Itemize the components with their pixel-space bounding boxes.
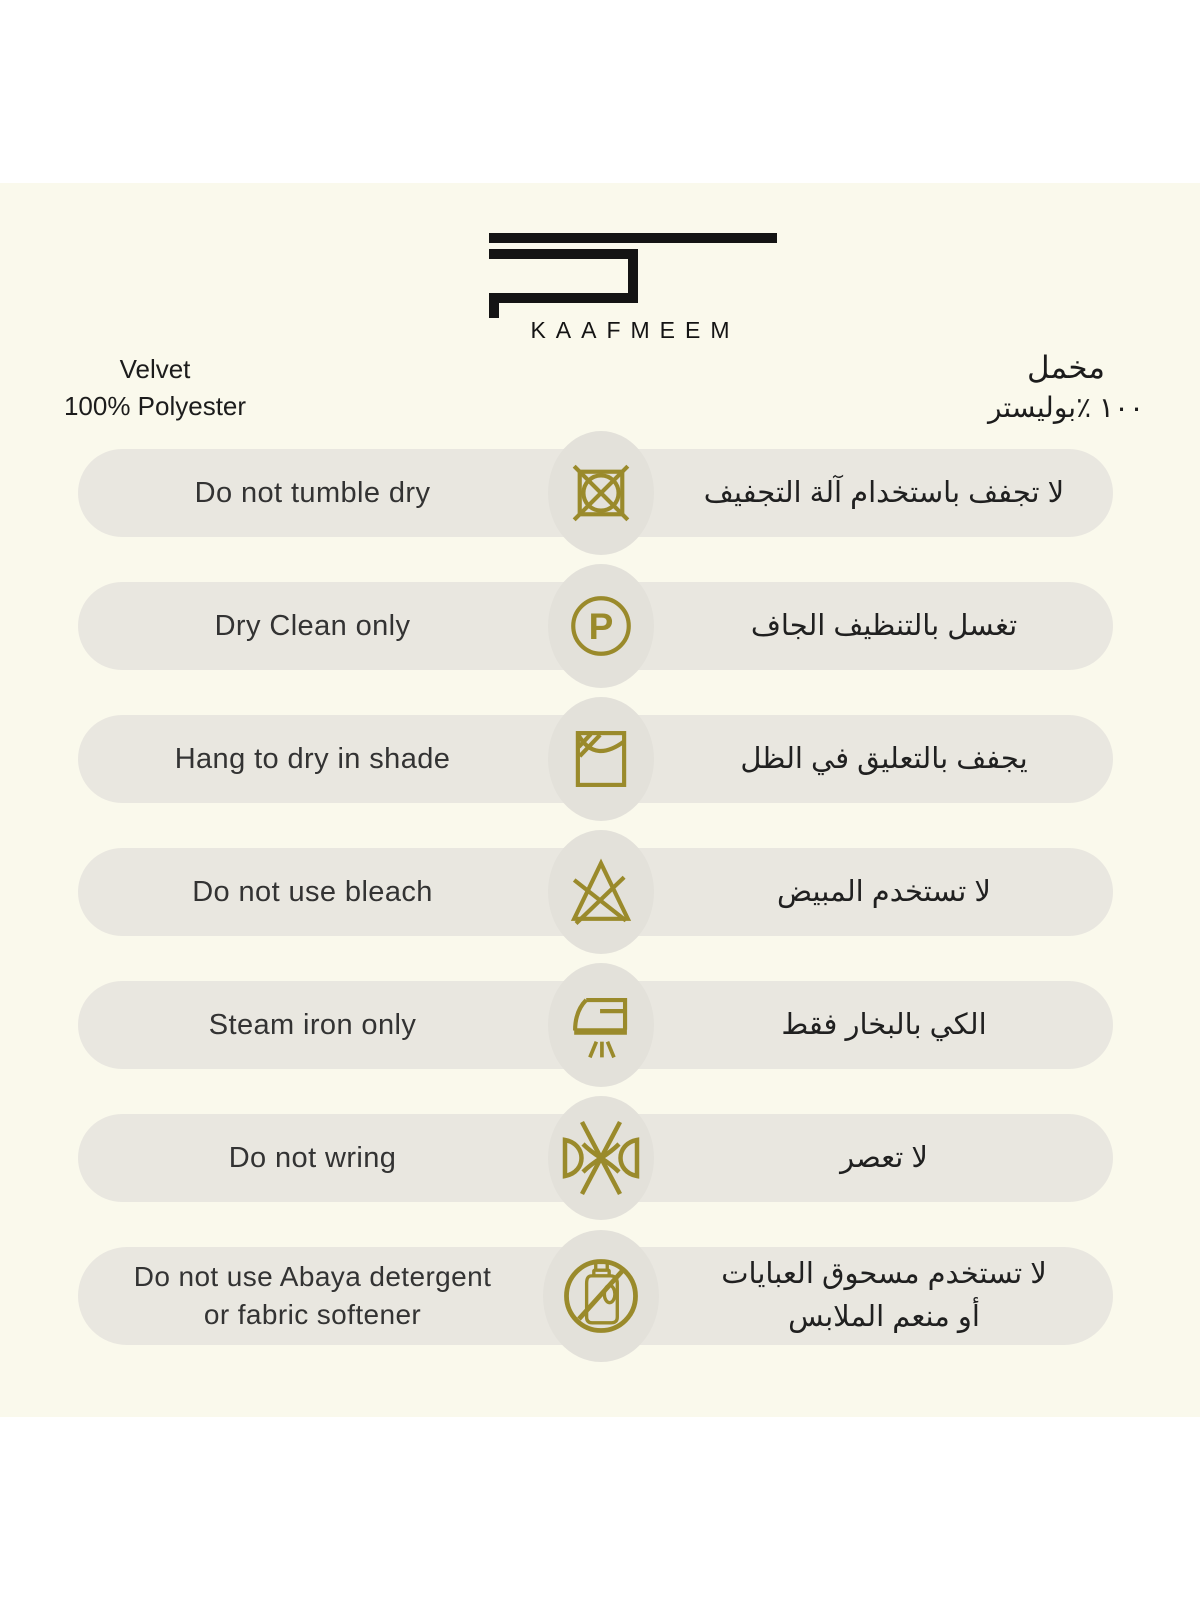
care-text-ar: الكي بالبخار فقط [781, 1008, 987, 1041]
dry-clean-only-icon [564, 589, 638, 663]
care-text-en-line1: Do not use Abaya detergent [133, 1261, 492, 1292]
care-text-ar: لا تجفف باستخدام آلة التجفيف [703, 476, 1065, 509]
fabric-name-ar [932, 348, 1200, 428]
care-row-steam-iron-only [0, 981, 1200, 1069]
do-not-tumble-dry-icon [564, 456, 638, 530]
care-text-en [85, 1247, 540, 1345]
do-not-wring-icon [553, 1118, 649, 1198]
logo-left-stub [489, 293, 499, 318]
care-text-en: Do not use bleach [192, 876, 433, 908]
svg-text:P: P [588, 605, 614, 647]
care-text-ar-line1: لا تستخدم مسحوق العبايات [721, 1258, 1047, 1290]
care-row-hang-dry-in-shade [0, 715, 1200, 803]
care-text-ar [658, 1247, 1110, 1345]
care-text-en: Hang to dry in shade [174, 743, 451, 775]
care-text-ar-line2: أو منعم الملابس [788, 1301, 980, 1333]
logo-middle-bar [489, 249, 638, 259]
fabric-composition-en: 100% Polyester [63, 391, 247, 421]
do-not-bleach-icon [564, 855, 638, 929]
care-text-en-line2: or fabric softener [203, 1299, 422, 1330]
fabric-name-en [15, 351, 295, 425]
fabric-composition-ar: ١٠٠ ٪بوليستر [987, 392, 1145, 423]
care-row-do-not-wring [0, 1114, 1200, 1202]
steam-iron-only-icon [564, 988, 638, 1062]
care-text-ar: تغسل بالتنظيف الجاف [750, 609, 1018, 642]
care-text-ar: يجفف بالتعليق في الظل [740, 742, 1028, 775]
care-text-en: Dry Clean only [214, 610, 411, 642]
care-text-en: Steam iron only [208, 1009, 417, 1041]
care-row-do-not-bleach [0, 848, 1200, 936]
care-row-dry-clean-only [0, 582, 1200, 670]
care-row-do-not-tumble-dry [0, 449, 1200, 537]
fabric-type-en: Velvet [119, 354, 191, 384]
brand-name: KAAFMEEM [530, 317, 740, 343]
hang-dry-in-shade-icon [564, 722, 638, 796]
no-abaya-detergent-icon [555, 1250, 647, 1342]
care-text-en: Do not wring [228, 1142, 397, 1174]
care-text-ar: لا تعصر [840, 1141, 928, 1174]
care-text-en: Do not tumble dry [194, 477, 431, 509]
fabric-type-ar: مخمل [1026, 350, 1105, 385]
logo-top-bar [489, 233, 777, 243]
logo-bottom-bar [489, 293, 638, 303]
care-row-no-abaya-detergent [0, 1247, 1200, 1345]
care-text-ar: لا تستخدم المبيض [777, 875, 991, 908]
